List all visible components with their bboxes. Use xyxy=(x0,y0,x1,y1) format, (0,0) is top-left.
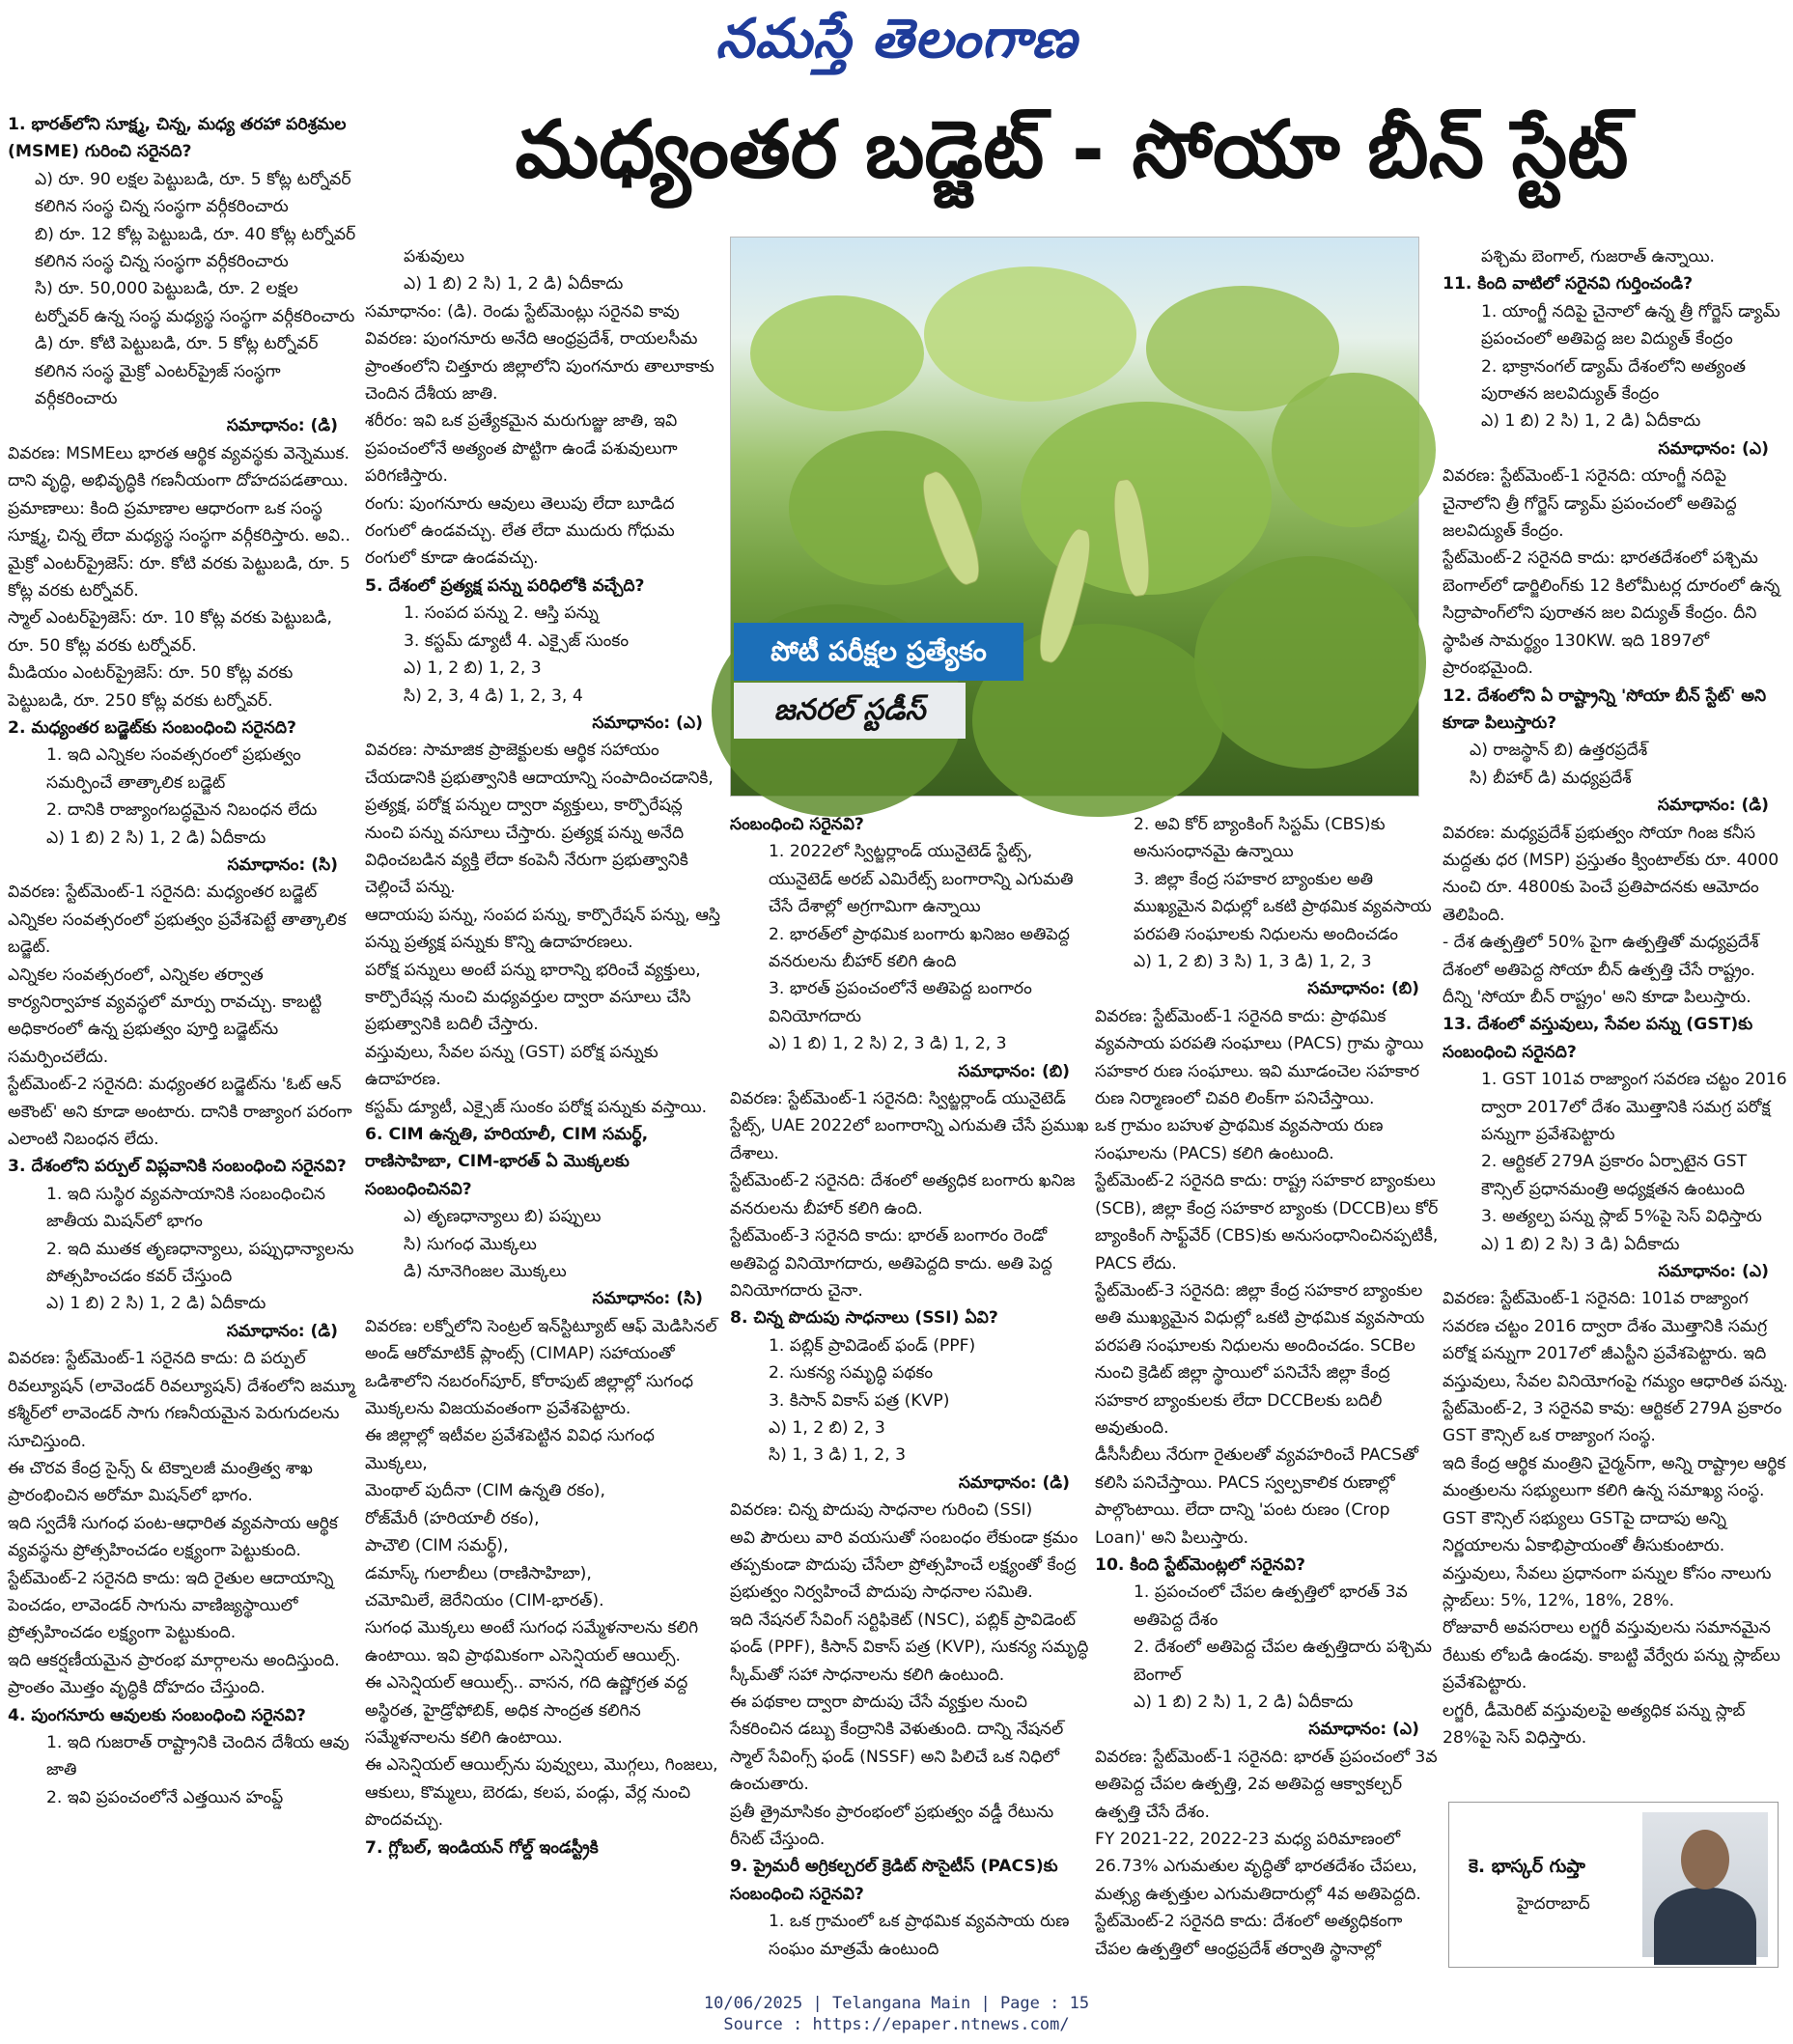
question-12: 12. దేశంలోని ఏ రాష్ట్రాన్ని 'సోయా బీన్ స్టేట్' అని కూడా పిలుస్తారు? xyxy=(1443,686,1767,733)
statement: పశ్చిమ బెంగాల్, గుజరాత్ ఉన్నాయి. xyxy=(1481,247,1716,266)
author-name: కె. భాస్కర్ గుప్తా xyxy=(1469,1856,1585,1877)
statement: 3. కస్టమ్ డ్యూటీ 4. ఎక్సైజ్ సుంకం xyxy=(404,630,630,651)
answer: సమాధానం: (ఎ) xyxy=(592,713,703,733)
explanation: వివరణ: సామాజిక ప్రాజెక్టులకు ఆర్థిక సహాయం చేయడానికి ప్రభుత్వానికి ఆదాయాన్ని సంపాదించడానికి, ప్రత్యక్ష, పరోక్ష పన్నుల ద్వారా వ్యక్తులు, కార్పొరేషన్ల నుంచి పన్ను వసూలు చేస్తారు. ప్రత్యక్ష పన్ను అనేది విధించబడిన వ్యక్తి లేదా కంపెనీ నేరుగా ప్రభుత్వానికి చెల్లించే పన్ను. xyxy=(365,741,714,898)
author-box xyxy=(1448,1802,1779,1968)
statement: 1. ప్రపంచంలో చేపల ఉత్పత్తిలో భారత్ 3వ అతిపెద్ద దేశం xyxy=(1134,1582,1408,1630)
column-5 xyxy=(1443,243,1788,1798)
exam-special-tag: పోటీ పరీక్షల ప్రత్యేకం xyxy=(734,623,1023,681)
statement: 2. సుకన్య సమృద్ధి పథకం xyxy=(769,1363,934,1384)
options: ఎ) 1 బి) 2 సి) 1, 2 డి) ఏదీకాదు xyxy=(46,827,266,848)
explanation: వివరణ: స్టేట్‌మెంట్-1 సరైనది: మధ్యంతర బడ్జెట్ ఎన్నికల సంవత్సరంలో ప్రభుత్వం ప్రవేశపెట్టే తాత్కాలిక బడ్జెట్. xyxy=(8,882,347,958)
explanation: ఇది ఆకర్షణీయమైన ప్రారంభ మార్గాలను అందిస్తుంది. ప్రాంతం మొత్తం వృద్ధికి దోహదం చేస్తుంది. xyxy=(8,1650,340,1698)
explanation: వివరణ: పుంగనూరు అనేది ఆంధ్రప్రదేశ్, రాయలసీమ ప్రాంతంలోని చిత్తూరు జిల్లాలోని పుంగనూరు తాలూకాకు చెందిన దేశీయ జాతి. xyxy=(365,329,714,405)
explanation: వివరణ: చిన్న పొదుపు సాధనాల గురించి (SSI) xyxy=(730,1500,1033,1521)
explanation: వివరణ: మధ్యప్రదేశ్ ప్రభుత్వం సోయా గింజ కనీస మద్దతు ధర (MSP) ప్రస్తుతం క్వింటాల్‌కు రూ. 4000 నుంచి రూ. 4800కు పెంచే ప్రతిపాదనకు ఆమోదం తెలిపింది. xyxy=(1443,823,1779,925)
bullet: ఈ పథకాల ద్వారా పొదుపు చేసే వ్యక్తుల నుంచి సేకరించిన డబ్బు కేంద్రానికి వెళుతుంది. దాన్ని నేషనల్ స్మాల్ సేవింగ్స్ ఫండ్ (NSSF) అని పిలిచే ఒక నిధిలో ఉంచుతారు. xyxy=(730,1693,1064,1795)
option-a: ఎ) రూ. 90 లక్షల పెట్టుబడి, రూ. 5 కోట్ల టర్నోవర్ కలిగిన సంస్థ చిన్న సంస్థగా వర్గీకరించారు xyxy=(35,169,351,217)
explanation: వివరణ: స్టేట్‌మెంట్-1 సరైనది కాదు: ది పర్పుల్ రివల్యూషన్ (లావెండర్ రివల్యూషన్) దేశంలోని జమ్మూ కశ్మీర్‌లో లావెండర్ సాగు గణనీయమైన పెరుగుదలను సూచిస్తుంది. xyxy=(8,1349,355,1451)
bullet: పాచౌలి (CIM సమర్థ్), xyxy=(365,1536,509,1556)
question-4: 4. పుంగనూరు ఆవులకు సంబంధించి సరైనవి? xyxy=(8,1705,306,1725)
answer: సమాధానం: (ఎ) xyxy=(1658,438,1769,459)
question-7-cont: సంబంధించి సరైనవి? xyxy=(730,815,864,834)
options: సి) బీహార్ డి) మధ్యప్రదేశ్ xyxy=(1470,768,1632,788)
explanation: మైక్రో ఎంటర్‌ప్రైజెస్: రూ. కోటి వరకు పెట్టుబడి, రూ. 5 కోట్ల వరకు టర్నోవర్. xyxy=(8,553,350,601)
explanation: - దేశ ఉత్పత్తిలో 50% పైగా ఉత్పత్తితో మధ్యప్రదేశ్ దేశంలో అతిపెద్ద సోయా బీన్ ఉత్పత్తి చేసే రాష్ట్రం. దీన్ని 'సోయా బీన్ రాష్ట్రం' అని కూడా పిలుస్తారు. xyxy=(1443,933,1759,1007)
question-1: 1. భారత్‌లోని సూక్ష్మ, చిన్న, మధ్య తరహా పరిశ్రమల (MSME) గురించి సరైనది? xyxy=(8,115,347,162)
question-7: 7. గ్లోబల్, ఇండియన్ గోల్డ్ ఇండస్ట్రీకి xyxy=(365,1837,599,1858)
options: ఎ) తృణధాన్యాలు బి) పప్పులు xyxy=(404,1207,602,1227)
statement: 2. దానికి రాజ్యాంగబద్ధమైన నిబంధన లేదు xyxy=(46,800,318,821)
statement: 3. జిల్లా కేంద్ర సహకార బ్యాంకుల అతి ముఖ్యమైన విధుల్లో ఒకటి ప్రాథమిక వ్యవసాయ పరపతి సంఘాలకు నిధులను అందించడం xyxy=(1134,869,1432,944)
bullet: కస్టమ్ డ్యూటీ, ఎక్సైజ్ సుంకం పరోక్ష పన్నుకు వస్తాయి. xyxy=(365,1097,708,1117)
bullet: FY 2021-22, 2022-23 మధ్య పరిమాణంలో 26.73% ఎగుమతుల వృద్ధితో భారతదేశం చేపలు, మత్స్య ఉత్పత్తుల ఎగుమతిదారుల్లో 4వ అతిపెద్దది. xyxy=(1095,1830,1421,1904)
explanation: వివరణ: MSMEలు భారత ఆర్థిక వ్యవస్థకు వెన్నెముక. దాని వృద్ధి, అభివృద్ధికి గణనీయంగా దోహదపడతాయి. xyxy=(8,443,350,491)
explanation: వివరణ: స్టేట్‌మెంట్-1 సరైనది: 101వ రాజ్యాంగ సవరణ చట్టం 2016 ద్వారా దేశం మొత్తానికి సమగ్ర పరోక్ష పన్నుగా 2017లో జీఎస్టీని ప్రవేశపెట్టారు. ఇది వస్తువులు, సేవల వినియోగంపై గమ్యం ఆధారిత పన్ను. xyxy=(1443,1289,1788,1391)
question-9: 9. ప్రైమరీ అగ్రికల్చరల్ క్రెడిట్ సొసైటీస్ (PACS)కు సంబంధించి సరైనవి? xyxy=(730,1857,1058,1904)
statement: 2. ఇవి ప్రపంచంలోనే ఎత్తయిన హంప్డ్ xyxy=(46,1787,284,1807)
options: ఎ) రాజస్థాన్ బి) ఉత్తరప్రదేశ్ xyxy=(1470,741,1648,761)
question-13: 13. దేశంలో వస్తువులు, సేవల పన్ను (GST)కు సంబంధించి సరైనది? xyxy=(1443,1015,1753,1062)
options: ఎ) 1 బి) 2 సి) 1, 2 డి) ఏదీకాదు xyxy=(404,274,624,294)
bullet: డీసీసీబీలు నేరుగా రైతులతో వ్యవహరించే PACSతో కలిసి పనిచేస్తాయి. PACS స్వల్పకాలిక రుణాల్లో పాల్గొంటాయి. లేదా దాన్ని 'పంట రుణం (Crop Loan)' అని పిలుస్తారు. xyxy=(1095,1445,1418,1548)
option-c: సి) రూ. 50,000 పెట్టుబడి, రూ. 2 లక్షల టర్నోవర్ ఉన్న సంస్థ మధ్యస్థ సంస్థగా వర్గీకరించారు xyxy=(35,279,355,326)
explanation: మీడియం ఎంటర్‌ప్రైజెస్: రూ. 50 కోట్ల వరకు పెట్టుబడి, రూ. 250 కోట్ల వరకు టర్నోవర్. xyxy=(8,663,294,711)
answer: సమాధానం: (డి) xyxy=(226,416,338,436)
explanation: ప్రమాణాలు: కింది ప్రమాణాల ఆధారంగా ఒక సంస్థ సూక్ష్మ, చిన్న లేదా మధ్యస్థ సంస్థగా వర్గీకరిస్తారు. అవి.. xyxy=(8,498,350,546)
explanation: స్టేట్‌మెంట్-3 సరైనది: జిల్లా కేంద్ర సహకార బ్యాంకుల అతి ముఖ్యమైన విధుల్లో ఒకటి ప్రాథమిక వ్యవసాయ పరపతి సంఘాలకు నిధులను అందించడం. SCBల నుంచి క్రెడిట్ జిల్లా స్థాయిలో పనిచేసే జిల్లా కేంద్ర సహకార బ్యాంకులకు లేదా DCCBలకు బదిలీ అవుతుంది. xyxy=(1095,1280,1425,1438)
bullet: పరోక్ష పన్నులు అంటే పన్ను భారాన్ని భరించే వ్యక్తులు, కార్పొరేషన్ల నుంచి మధ్యవర్తుల ద్వారా వసూలు చేసి ప్రభుత్వానికి బదిలీ చేస్తారు. xyxy=(365,960,701,1035)
explanation: స్టేట్‌మెంట్-2, 3 సరైనవి కావు: ఆర్టికల్ 279A ప్రకారం GST కౌన్సిల్ ఒక రాజ్యాంగ సంస్థ. xyxy=(1443,1399,1782,1446)
bullet: వస్తువులు, సేవల పన్ను (GST) పరోక్ష పన్నుకు ఉదాహరణ. xyxy=(365,1042,658,1090)
explanation: రంగు: పుంగనూరు ఆవులు తెలుపు లేదా బూడిద రంగులో ఉండవచ్చు. లేత లేదా ముదురు గోధుమ రంగులో కూడా ఉండవచ్చు. xyxy=(365,493,675,569)
column-4 xyxy=(1095,811,1439,1959)
bullet: డమాస్క్ గులాబీలు (రాణిసాహిబా), xyxy=(365,1563,592,1583)
answer: సమాధానం: (బి) xyxy=(958,1061,1070,1081)
statement: 1. యాంగ్జీ నదిపై చైనాలో ఉన్న త్రీ గోర్జెస్ డ్యామ్ ప్రపంచంలో అతిపెద్ద జల విద్యుత్ కేంద్రం xyxy=(1481,301,1780,350)
options: సి) 1, 3 డి) 1, 2, 3 xyxy=(769,1445,907,1466)
question-11: 11. కింది వాటిలో సరైనవి గుర్తించండి? xyxy=(1443,274,1694,294)
statement: 3. అత్యల్ప పన్ను స్లాబ్ 5%పై సెస్ విధిస్తారు xyxy=(1481,1207,1762,1227)
bullet: మెంథాల్ పుదీనా (CIM ఉన్నతి రకం), xyxy=(365,1481,605,1501)
statement: 3. భారత్ ప్రపంచంలోనే అతిపెద్ద బంగారం వినియోగదారు xyxy=(769,979,1032,1026)
explanation: స్టేట్‌మెంట్-2 సరైనది కాదు: దేశంలో అత్యధికంగా చేపల ఉత్పత్తిలో ఆంధ్రప్రదేశ్ తర్వాతి స్థానాల్లో xyxy=(1095,1912,1403,1959)
bullet: ఒక గ్రామం బహుళ ప్రాథమిక వ్యవసాయ రుణ సంఘాలను (PACS) కలిగి ఉంటుంది. xyxy=(1095,1116,1384,1163)
statement: 2. ఇది ముతక తృణధాన్యాలు, పప్పుధాన్యాలను పోత్సహించడం కవర్ చేస్తుంది xyxy=(46,1239,354,1287)
options: ఎ) 1 బి) 2 సి) 1, 2 డి) ఏదీకాదు xyxy=(1134,1693,1354,1712)
bullet: రోజువారీ అవసరాలు లగ్జరీ వస్తువులను సమానమైన రేటుకు లోబడి ఉండవు. కాబట్టి వేర్వేరు పన్ను స్లాబ్‌లు ప్రవేశపెట్టారు. xyxy=(1443,1618,1780,1694)
options: ఎ) 1 బి) 1, 2 సి) 2, 3 డి) 1, 2, 3 xyxy=(769,1034,1007,1054)
explanation: వివరణ: స్టేట్‌మెంట్-1 సరైనది: స్విట్జర్లాండ్ యునైటెడ్ స్టేట్స్, UAE 2022లో బంగారాన్ని ఎగుమతి చేసే ప్రముఖ దేశాలు. xyxy=(730,1089,1089,1163)
bullet: ఈ ఎసెన్షియల్ ఆయిల్స్‌ను పువ్వులు, మొగ్గలు, గింజలు, ఆకులు, కొమ్మలు, బెరడు, కలప, పండ్లు, వేర్ల నుంచి పొందవచ్చు. xyxy=(365,1755,718,1831)
statement: 2. భాక్రానంగల్ డ్యామ్ దేశంలోని అత్యంత పురాతన జలవిద్యుత్ కేంద్రం xyxy=(1481,356,1746,405)
column-3 xyxy=(730,811,1089,1959)
options: డి) నూనెగింజల మొక్కలు xyxy=(404,1262,567,1282)
question-10: 10. కింది స్టేట్‌మెంట్లలో సరైనవి? xyxy=(1095,1554,1305,1575)
statement: 1. ఇది గుజరాత్ రాష్ట్రానికి చెందిన దేశీయ ఆవు జాతి xyxy=(46,1732,350,1780)
statement: పశువులు xyxy=(404,247,464,266)
bullet: వస్తువులు, సేవలు ప్రధానంగా పన్నుల కోసం నాలుగు స్లాబ్‌లు: 5%, 12%, 18%, 28%. xyxy=(1443,1563,1772,1610)
explanation: స్టేట్‌మెంట్-2 సరైనది: దేశంలో అత్యధిక బంగారు ఖనిజ వనరులను బీహార్ కలిగి ఉంది. xyxy=(730,1171,1076,1218)
answer: సమాధానం: (బి) xyxy=(1307,979,1419,999)
bullet: చమోమిలే, జెరేనియం (CIM-భారత్). xyxy=(365,1590,604,1610)
options: ఎ) 1 బి) 2 సి) 3 డి) ఏదీకాదు xyxy=(1481,1234,1680,1254)
bullet: ఈ జిల్లాల్లో ఇటీవల ప్రవేశపెట్టిన వివిధ సుగంధ మొక్కలు, xyxy=(365,1426,655,1473)
author-photo xyxy=(1642,1812,1768,1957)
options: ఎ) 1 బి) 2 సి) 1, 2 డి) ఏదీకాదు xyxy=(1481,411,1701,432)
answer: సమాధానం: (సి) xyxy=(227,854,338,875)
question-6: 6. CIM ఉన్నతి, హరియాలీ, CIM సమర్థ్, రాణిసాహిబా, CIM-భారత్ ఏ మొక్కలకు సంబంధించినవి? xyxy=(365,1125,649,1199)
page-footer xyxy=(0,1993,1793,2035)
explanation: వివరణ: స్టేట్‌మెంట్-1 సరైనది: భారత్ ప్రపంచంలో 3వ అతిపెద్ద చేపల ఉత్పత్తి, 2వ అతిపెద్ద ఆక్వాకల్చర్ ఉత్పత్తి చేసే దేశం. xyxy=(1095,1747,1438,1822)
explanation: స్టేట్‌మెంట్-2 సరైనది కాదు: రాష్ట్ర సహకార బ్యాంకులు (SCB), జిల్లా కేంద్ర సహకార బ్యాంకు (DCCB)లు కోర్ బ్యాంకింగ్ సాఫ్ట్‌వేర్ (CBS)కు అనుసంధానించినప్పటికీ, PACS లేదు. xyxy=(1095,1171,1439,1274)
options: ఎ) 1, 2 బి) 1, 2, 3 xyxy=(404,658,542,679)
explanation: ఎన్నికల సంవత్సరంలో, ఎన్నికల తర్వాత కార్యనిర్వాహక వ్యవస్థలో మార్పు రావచ్చు. కాబట్టి అధికారంలో ఉన్న ప్రభుత్వం పూర్తి బడ్జెట్‌ను సమర్పించలేదు. xyxy=(8,965,322,1067)
masthead-logo: నమస్తే తెలంగాణ xyxy=(715,8,1078,70)
explanation: స్టేట్‌మెంట్-2 సరైనది కాదు: ఇది రైతుల ఆదాయాన్ని పెంచడం, లావెండర్ సాగును వాణిజ్యస్థాయిలో ప్రోత్సహించడం లక్ష్యంగా పెట్టుకుంది. xyxy=(8,1568,334,1643)
question-2: 2. మధ్యంతర బడ్జెట్‌కు సంబంధించి సరైనది? xyxy=(8,717,297,738)
statement: 1. ఇది సుస్థిర వ్యవసాయానికి సంబంధించిన జాతీయ మిషన్‌లో భాగం xyxy=(46,1184,325,1232)
column-1 xyxy=(8,111,357,1944)
bullet: ఈ ఎసెన్షియల్ ఆయిల్స్.. వాసన, గది ఉష్ణోగ్రత వద్ద అస్థిరత, హైడ్రోఫోబిక్, అధిక సాంద్రత కలిగిన సమ్మేళనాలను కలిగి ఉంటాయి. xyxy=(365,1673,688,1748)
statement: 1. 2022లో స్విట్జర్లాండ్ యునైటెడ్ స్టేట్స్, యునైటెడ్ అరబ్ ఎమిరేట్స్ బంగారాన్ని ఎగుమతి చేసే దేశాల్లో అగ్రగామిగా ఉన్నాయి xyxy=(769,842,1074,917)
options: సి) 2, 3, 4 డి) 1, 2, 3, 4 xyxy=(404,686,583,706)
statement: 1. ఇది ఎన్నికల సంవత్సరంలో ప్రభుత్వం సమర్పించే తాత్కాలిక బడ్జెట్ xyxy=(46,745,301,793)
answer: సమాధానం: (డి) xyxy=(1657,796,1769,816)
bullet: GST కౌన్సిల్ సభ్యులు GSTపై దాదాపు అన్ని నిర్ణయాలను ఏకాభిప్రాయంతో తీసుకుంటారు. xyxy=(1443,1508,1726,1556)
footer-source-link[interactable]: Source : https://epaper.ntnews.com/ xyxy=(723,2015,1070,2034)
answer: సమాధానం: (ఎ) xyxy=(1658,1262,1769,1282)
options: ఎ) 1 బి) 2 సి) 1, 2 డి) ఏదీకాదు xyxy=(46,1294,266,1314)
question-3: 3. దేశంలోని పర్పుల్ విప్లవానికి సంబంధించి సరైనవి? xyxy=(8,1157,347,1177)
explanation: వివరణ: లక్నోలోని సెంట్రల్ ఇన్‌స్టిట్యూట్ ఆఫ్ మెడిసినల్ అండ్ ఆరోమాటిక్ ప్లాంట్స్ (CIMAP) సహాయంతో ఒడిశాలోని నబరంగ్‌పూర్, కోరాపుట్ జిల్లాల్లో సుగంధ మొక్కలను విజయవంతంగా ప్రవేశపెట్టారు. xyxy=(365,1316,717,1419)
bullet: రోజ్‌మేరీ (హరియాలీ రకం), xyxy=(365,1508,540,1528)
answer: సమాధానం: (సి) xyxy=(592,1289,703,1309)
answer: సమాధానం: (డి) xyxy=(958,1472,1070,1493)
bullet: అవి పౌరులు వారి వయసుతో సంబంధం లేకుండా క్రమం తప్పకుండా పొదుపు చేసేలా ప్రోత్సహించే లక్ష్యంతో కేంద్ర ప్రభుత్వం నిర్వహించే పొదుపు సాధనాల సమితి. xyxy=(730,1527,1079,1603)
explanation: వివరణ: స్టేట్‌మెంట్-1 సరైనది కాదు: ప్రాథమిక వ్యవసాయ పరపతి సంఘాలు (PACS) గ్రామ స్థాయి సహకార రుణ సంఘాలు. ఇవి మూడంచెల సహకార రుణ నిర్మాణంలో చివరి లింక్‌గా పనిచేస్తాయి. xyxy=(1095,1006,1424,1109)
statement: 2. అవి కోర్ బ్యాంకింగ్ సిస్టమ్ (CBS)కు అనుసంధానమై ఉన్నాయి xyxy=(1134,815,1386,862)
options: ఎ) 1, 2 బి) 2, 3 xyxy=(769,1417,885,1438)
subject-tag: జనరల్ స్టడీస్ xyxy=(734,683,966,739)
explanation: శరీరం: ఇవి ఒక ప్రత్యేకమైన మరుగుజ్జు జాతి, ఇవి ప్రపంచంలోనే అత్యంత పొట్టిగా ఉండే పశువులుగా పరిగణిస్తారు. xyxy=(365,411,678,487)
question-8: 8. చిన్న పొదుపు సాధనాలు (SSI) ఏవి? xyxy=(730,1308,998,1329)
bullet: ఇది నేషనల్ సేవింగ్ సర్టిఫికెట్ (NSC), పబ్లిక్ ప్రావిడెంట్ ఫండ్ (PPF), కిసాన్ వికాస్ పత్ర (KVP), సుకన్య సమృద్ధి స్కీమ్‌తో సహా సాధనాలను కలిగి ఉంటుంది. xyxy=(730,1610,1089,1685)
statement: 1. సంపద పన్ను 2. ఆస్తి పన్ను xyxy=(404,603,599,624)
explanation: ఇది స్వదేశీ సుగంధ పంట-ఆధారిత వ్యవసాయ ఆర్థిక వ్యవస్థను ప్రోత్సహించడం లక్ష్యంగా పెట్టుకుంది. xyxy=(8,1513,338,1561)
options: ఎ) 1, 2 బి) 3 సి) 1, 3 డి) 1, 2, 3 xyxy=(1134,952,1372,972)
question-5: 5. దేశంలో ప్రత్యక్ష పన్ను పరిధిలోకి వచ్చేది? xyxy=(365,575,645,596)
statement: 2. దేశంలో అతిపెద్ద చేపల ఉత్పత్తిదారు పశ్చిమ బెంగాల్ xyxy=(1134,1638,1432,1685)
bullet: ప్రతీ త్రైమాసికం ప్రారంభంలో ప్రభుత్వం వడ్డీ రేటును రీసెట్ చేస్తుంది. xyxy=(730,1802,1054,1850)
statement: 2. ఆర్టికల్ 279A ప్రకారం ఏర్పాటైన GST కౌన్సిల్ ప్రధానమంత్రి అధ్యక్షతన ఉంటుంది xyxy=(1481,1152,1748,1199)
author-city: హైదరాబాద్ xyxy=(1517,1894,1590,1914)
statement: 1. GST 101వ రాజ్యాంగ సవరణ చట్టం 2016 ద్వారా 2017లో దేశం మొత్తానికి సమగ్ర పరోక్ష పన్నుగా ప్రవేశపెట్టారు xyxy=(1481,1070,1787,1144)
statement: 3. కిసాన్ వికాస్ పత్ర (KVP) xyxy=(769,1390,950,1411)
explanation: స్టేట్‌మెంట్-2 సరైనది: మధ్యంతర బడ్జెట్‌ను 'ఓట్ ఆన్ అకౌంట్' అని కూడా అంటారు. దానికి రాజ్యాంగ పరంగా ఎలాంటి నిబంధన లేదు. xyxy=(8,1075,352,1150)
explanation: ఈ చొరవ కేంద్ర సైన్స్ & టెక్నాలజీ మంత్రిత్వ శాఖ ప్రారంభించిన అరోమా మిషన్‌లో భాగం. xyxy=(8,1458,313,1506)
answer: సమాధానం: (ఎ) xyxy=(1308,1720,1419,1740)
bullet: ఇది కేంద్ర ఆర్థిక మంత్రిని చైర్మన్‌గా, అన్ని రాష్ట్రాల ఆర్థిక మంత్రులను సభ్యులుగా కలిగి ఉన్న సమాఖ్య సంస్థ. xyxy=(1443,1453,1786,1501)
answer: సమాధానం: (డి) xyxy=(226,1321,338,1341)
explanation: స్టేట్‌మెంట్-2 సరైనది కాదు: భారతదేశంలో పశ్చిమ బెంగాల్‌లో డార్జిలింగ్‌కు 12 కిలోమీటర్ల దూరంలో ఉన్న సిద్రాపాంగ్‌లోని పురాతన జల విద్యుత్ కేంద్రం. దీని స్థాపిత సామర్థ్యం 130KW. ఇది 1897లో ప్రారంభమైంది. xyxy=(1443,548,1780,679)
explanation: స్టేట్‌మెంట్-3 సరైనది కాదు: భారత్ బంగారం రెండో అతిపెద్ద వినియోగదారు, అతిపెద్దది కాదు. అతి పెద్ద వినియోగదారు చైనా. xyxy=(730,1226,1052,1301)
option-d: డి) రూ. కోటి పెట్టుబడి, రూ. 5 కోట్ల టర్నోవర్ కలిగిన సంస్థ మైక్రో ఎంటర్‌ప్రైజ్ సంస్థగా వర్గీకరించారు xyxy=(35,334,319,409)
explanation: వివరణ: స్టేట్‌మెంట్-1 సరైనది: యాంగ్జీ నదిపై చైనాలోని త్రీ గోర్జెస్ డ్యామ్ ప్రపంచంలో అతిపెద్ద జలవిద్యుత్ కేంద్రం. xyxy=(1443,466,1737,542)
explanation: స్మాల్ ఎంటర్‌ప్రైజెస్: రూ. 10 కోట్ల వరకు పెట్టుబడి, రూ. 50 కోట్ల వరకు టర్నోవర్. xyxy=(8,608,332,656)
bullet: ఆదాయపు పన్ను, సంపద పన్ను, కార్పొరేషన్ పన్ను, ఆస్తి పన్ను ప్రత్యక్ష పన్నుకు కొన్ని ఉదాహరణలు. xyxy=(365,905,720,953)
statement: 1. పబ్లిక్ ప్రావిడెంట్ ఫండ్ (PPF) xyxy=(769,1335,976,1356)
statement: 2. భారత్‌లో ప్రాథమిక బంగారు ఖనిజం అతిపెద్ద వనరులను బీహార్ కలిగి ఉంది xyxy=(769,924,1070,972)
option-b: బి) రూ. 12 కోట్ల పెట్టుబడి, రూ. 40 కోట్ల టర్నోవర్ కలిగిన సంస్థ చిన్న సంస్థగా వర్గీకరించారు xyxy=(35,224,356,272)
page-headline: మధ్యంతర బడ్జెట్ - సోయా బీన్ స్టేట్ xyxy=(515,104,1629,196)
bullet: లగ్జరీ, డీమెరిట్ వస్తువులపై అత్యధిక పన్ను స్లాబ్ 28%పై సెస్ విధిస్తారు. xyxy=(1443,1700,1746,1748)
options: సి) సుగంధ మొక్కలు xyxy=(404,1234,537,1254)
bullet: సుగంధ మొక్కలు అంటే సుగంధ సమ్మేళనాలను కలిగి ఉంటాయి. ఇవి ప్రాథమికంగా ఎసెన్షియల్ ఆయిల్స్. xyxy=(365,1618,699,1666)
statement: 1. ఒక గ్రామంలో ఒక ప్రాథమిక వ్యవసాయ రుణ సంఘం మాత్రమే ఉంటుంది xyxy=(769,1912,1070,1959)
footer-date-page: 10/06/2025 | Telangana Main | Page : 15 xyxy=(703,1994,1090,2013)
column-2 xyxy=(365,243,722,1945)
answer: సమాధానం: (డి). రెండు స్టేట్‌మెంట్లు సరైనవి కావు xyxy=(365,301,680,322)
